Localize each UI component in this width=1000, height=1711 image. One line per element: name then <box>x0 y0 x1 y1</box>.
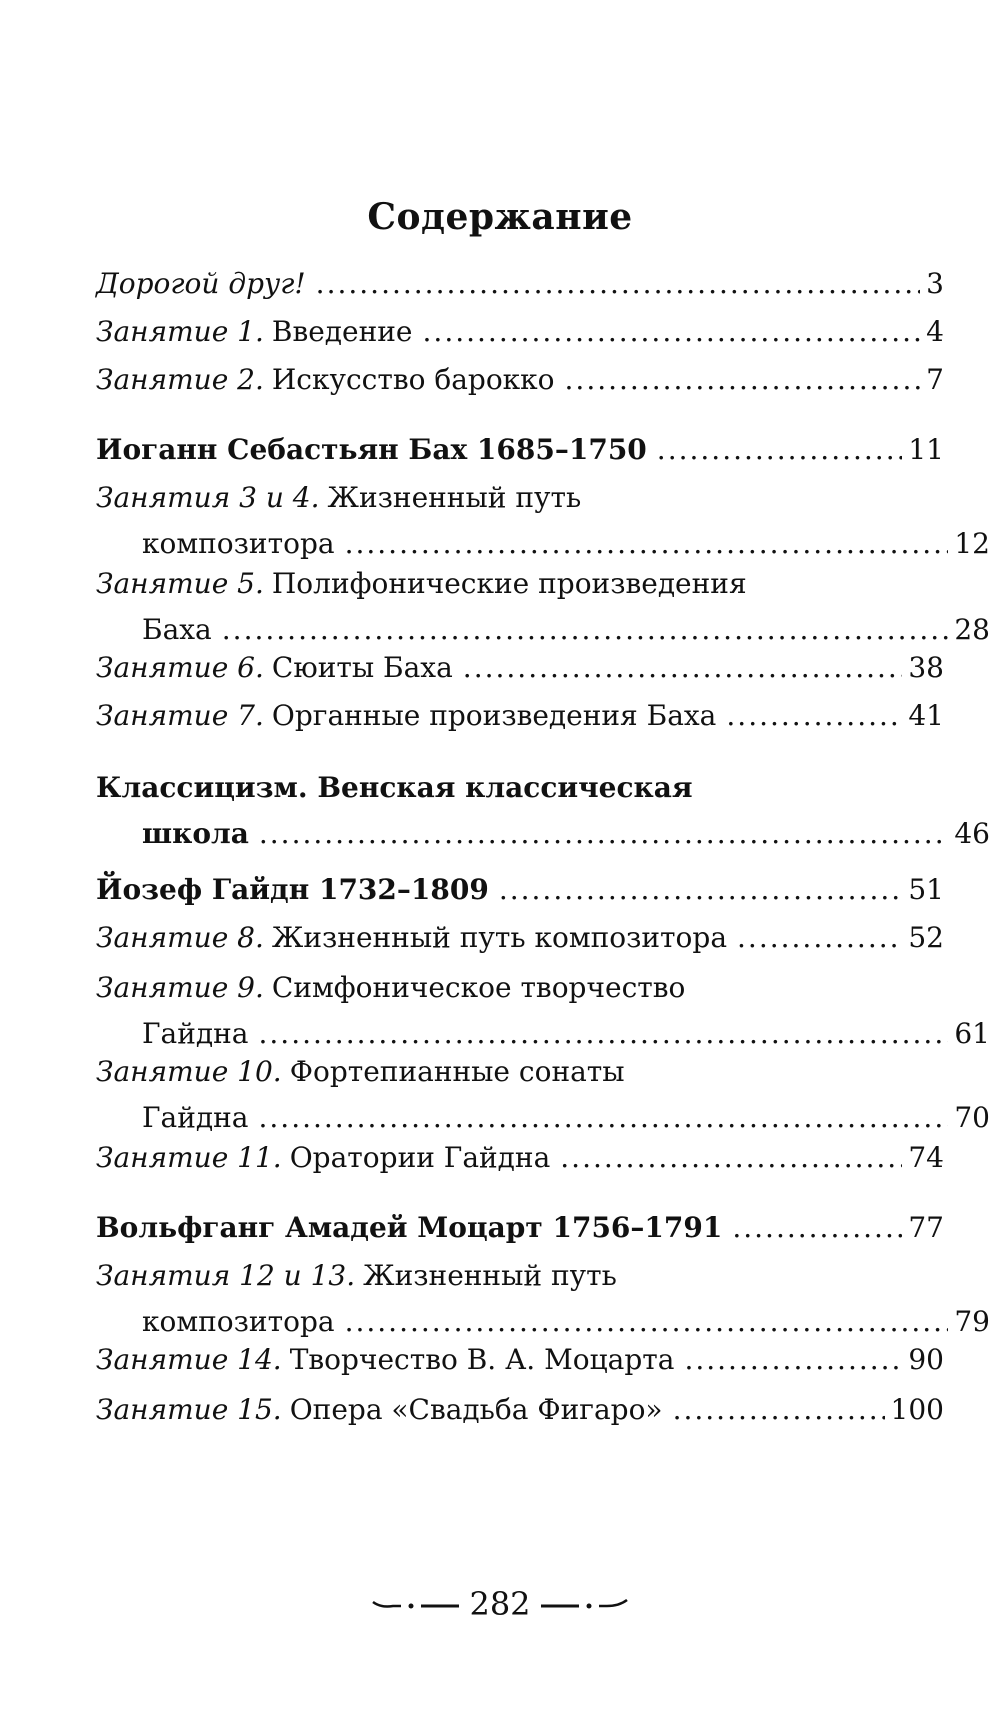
toc-entry-line <box>96 478 944 518</box>
toc-entry <box>96 312 944 352</box>
toc-entry <box>96 264 944 304</box>
toc-entry-label: Занятие 8. <box>96 921 264 954</box>
toc-entry-label: Занятие 11. <box>96 1141 282 1174</box>
toc-entry <box>96 768 990 854</box>
toc-entry-title: Фортепианные сонаты <box>289 1055 625 1088</box>
toc-entry <box>96 696 944 736</box>
toc-entry-line <box>96 360 944 400</box>
toc-entry-line-continued <box>96 814 990 854</box>
toc-entry-title-continued: композитора <box>142 1305 335 1338</box>
toc-entry-title: Иоганн Себастьян Бах 1685–1750 <box>96 433 647 466</box>
dot-leader <box>463 648 903 688</box>
dot-leader <box>345 524 949 564</box>
toc-entry-page: 4 <box>926 315 944 348</box>
dot-leader <box>565 360 921 400</box>
toc-entry-line <box>96 968 944 1008</box>
dot-leader <box>259 1014 949 1054</box>
toc-entry-page: 51 <box>908 873 944 906</box>
toc-entry <box>96 648 944 688</box>
toc-entry-line <box>96 564 944 604</box>
dot-leader <box>737 918 902 958</box>
toc-entry <box>96 918 944 958</box>
toc-entry-page: 3 <box>926 267 944 300</box>
toc-entry-page: 41 <box>908 699 944 732</box>
toc-entry-title: Творчество В. А. Моцарта <box>289 1343 675 1376</box>
toc-entry-line <box>96 1138 944 1178</box>
dot-leader <box>345 1302 949 1342</box>
toc-entry-label: Занятия 3 и 4. <box>96 481 320 514</box>
left-ornament-icon <box>371 1594 461 1614</box>
toc-entry-title: Опера «Свадьба Фигаро» <box>289 1393 663 1426</box>
toc-entry-page: 100 <box>890 1393 944 1426</box>
toc-entry-line <box>96 696 944 736</box>
toc-entry-title: Оратории Гайдна <box>289 1141 551 1174</box>
toc-entry <box>96 1256 990 1342</box>
toc-entry-page: 90 <box>908 1343 944 1376</box>
toc-entry-page: 61 <box>954 1017 990 1050</box>
toc-entry <box>96 1208 944 1248</box>
toc-entry-page: 70 <box>954 1101 990 1134</box>
toc-entry-label: Занятие 5. <box>96 567 264 600</box>
toc-entry-line <box>96 430 944 470</box>
toc-entry <box>96 1138 944 1178</box>
toc-entry-title-continued: Гайдна <box>142 1017 249 1050</box>
dot-leader <box>657 430 903 470</box>
toc-entry <box>96 870 944 910</box>
dot-leader <box>259 814 948 854</box>
toc-entry-label: Дорогой друг! <box>96 267 306 300</box>
toc-entry-line <box>96 312 944 352</box>
toc-entry <box>96 1390 944 1430</box>
toc-entry-title-continued: Гайдна <box>142 1101 249 1134</box>
toc-entry-title: Классицизм. Венская классическая <box>96 771 693 804</box>
toc-entry-line <box>96 1340 944 1380</box>
toc-entry-page: 52 <box>908 921 944 954</box>
dot-leader <box>732 1208 902 1248</box>
toc-entry-line-continued <box>96 1098 990 1138</box>
toc-entry-page: 7 <box>926 363 944 396</box>
dot-leader <box>726 696 902 736</box>
toc-entry-title: Сюиты Баха <box>271 651 453 684</box>
dot-leader <box>499 870 903 910</box>
toc-entry-page: 28 <box>954 613 990 646</box>
page-number: 282 <box>469 1585 531 1623</box>
toc-entry-page: 11 <box>908 433 944 466</box>
toc-entry-label: Занятие 10. <box>96 1055 282 1088</box>
toc-entry-title: Жизненный путь <box>363 1259 617 1292</box>
toc-entry <box>96 478 990 564</box>
toc-entry <box>96 968 990 1054</box>
toc-entry-label: Занятие 6. <box>96 651 264 684</box>
toc-entry-page: 46 <box>954 817 990 850</box>
toc-entry-title-continued: Баха <box>142 613 212 646</box>
toc-entry-label: Занятия 12 и 13. <box>96 1259 356 1292</box>
toc-entry-title: Искусство барокко <box>271 363 555 396</box>
dot-leader <box>259 1098 949 1138</box>
toc-entry-line <box>96 264 944 304</box>
toc-entry <box>96 1340 944 1380</box>
toc-entry-line-continued <box>96 1014 990 1054</box>
toc-entry-title: Жизненный путь <box>327 481 582 514</box>
toc-entry-line <box>96 1208 944 1248</box>
toc-entry-page: 12 <box>954 527 990 560</box>
dot-leader <box>684 1340 902 1380</box>
toc-entry <box>96 564 990 650</box>
dot-leader <box>316 264 921 304</box>
toc-entry-title: Полифонические произведения <box>271 567 747 600</box>
toc-entry-line-continued <box>96 524 990 564</box>
toc-entry <box>96 360 944 400</box>
toc-entry-label: Занятие 14. <box>96 1343 282 1376</box>
toc-entry-label: Занятие 2. <box>96 363 264 396</box>
toc-entry-label: Занятие 1. <box>96 315 264 348</box>
toc-entry-line <box>96 918 944 958</box>
dot-leader <box>673 1390 885 1430</box>
dot-leader <box>423 312 921 352</box>
toc-entry-line <box>96 1052 944 1092</box>
dot-leader <box>222 610 949 650</box>
toc-entry-title: Введение <box>271 315 413 348</box>
toc-entry-title: Йозеф Гайдн 1732–1809 <box>96 873 489 906</box>
toc-entry-line <box>96 768 944 808</box>
toc-entry <box>96 430 944 470</box>
toc-entry-title: Органные произведения Баха <box>271 699 717 732</box>
right-ornament-icon <box>539 1594 629 1614</box>
toc-entry-line <box>96 1390 944 1430</box>
toc-entry-label: Занятие 15. <box>96 1393 282 1426</box>
toc-entry-line-continued <box>96 610 990 650</box>
toc-entry-page: 38 <box>908 651 944 684</box>
toc-entry-label: Занятие 9. <box>96 971 264 1004</box>
toc-entry-title: Жизненный путь композитора <box>271 921 728 954</box>
toc-entry-page: 79 <box>954 1305 990 1338</box>
toc-entry-label: Занятие 7. <box>96 699 264 732</box>
page-footer <box>0 1585 1000 1623</box>
toc-entry-line <box>96 648 944 688</box>
toc-entry-page: 74 <box>908 1141 944 1174</box>
toc-entry <box>96 1052 990 1138</box>
toc-entry-page: 77 <box>908 1211 944 1244</box>
page-title: Содержание <box>367 196 633 238</box>
toc-entry-line <box>96 1256 944 1296</box>
toc-entry-title: Симфоническое творчество <box>271 971 686 1004</box>
toc-entry-line <box>96 870 944 910</box>
toc-entry-title-continued: композитора <box>142 527 335 560</box>
toc-entry-title-continued: школа <box>142 817 249 850</box>
dot-leader <box>560 1138 902 1178</box>
toc-entry-title: Вольфганг Амадей Моцарт 1756–1791 <box>96 1211 723 1244</box>
toc-entry-line-continued <box>96 1302 990 1342</box>
